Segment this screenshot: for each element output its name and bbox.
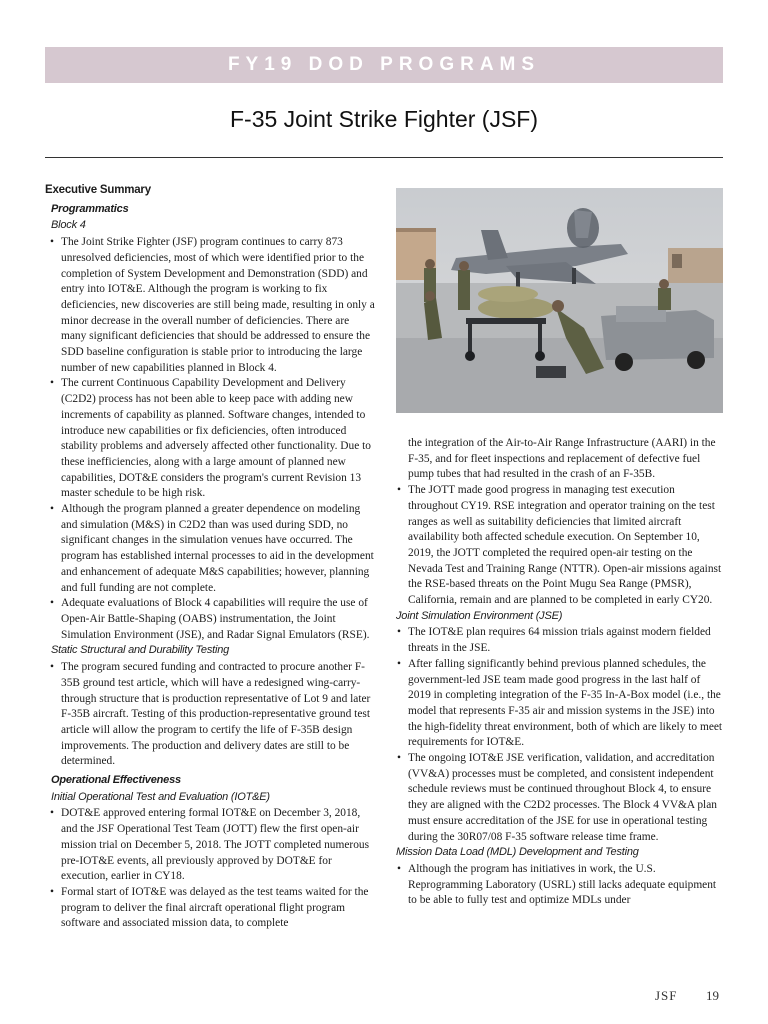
- list-item: • DOT&E approved entering formal IOT&E on December 3, 2018, and the JSF Operational Test Team (JOTT) flew the first open-air mission trial on December 5, 2018. The JOTT completed numerous pre-IOT&E events, all previously approved by DOT&E for execution, earlier in CY18.: [45, 806, 377, 885]
- list-item: • Although the program has initiatives in work, the U.S. Reprogramming Laboratory (USRL) still lacks adequate equipment to be able to fully test and optimize MDLs under: [396, 862, 723, 909]
- programmatics-heading: Programmatics: [51, 202, 129, 215]
- footer-page-number: 19: [706, 988, 719, 1003]
- block4-list: [45, 235, 377, 643]
- iote-list-continued: [396, 483, 723, 609]
- page-banner: FY19 DOD PROGRAMS: [45, 47, 723, 83]
- iote-list: [45, 806, 377, 932]
- static-testing-heading: Static Structural and Durability Testing: [51, 644, 230, 657]
- list-item: • Although the program planned a greater dependence on modeling and simulation (M&S) in C2D2 than was used during SDD, no significant changes in the simulation venues have occurred. The program has established internal processes to aid in the development and enhancement of adequate M&S capabilities; however, planning and full funding are not complete.: [45, 502, 377, 596]
- left-column: [45, 183, 377, 932]
- list-item: • The IOT&E plan requires 64 mission trials against modern fielded threats in the JSE.: [396, 625, 723, 656]
- list-item: • The Joint Strike Fighter (JSF) program continues to carry 873 unresolved deficiencies, most of which were identified prior to the completion of System Development and Demonstration (SDD) and entry into IOT&E. Although the program is working to fix deficiencies, new discoveries are still being made, resulting in only a minor decrease in the overall number of deficiencies. There are many significant deficiencies that should be addressed to ensure the SDD baseline configuration is stable prior to introducing the large number of new capabilities planned in Block 4.: [45, 235, 377, 376]
- block4-heading: Block 4: [51, 219, 86, 232]
- static-testing-list: [45, 660, 377, 770]
- operational-effectiveness-heading: Operational Effectiveness: [51, 774, 181, 787]
- iote-continuation: the integration of the Air-to-Air Range Infrastructure (AARI) in the F-35, and for fleet inspections and replacement of defective fuel pump tubes that had resulted in the crash of an F-35B.: [408, 437, 716, 481]
- list-item: • The ongoing IOT&E JSE verification, validation, and accreditation (VV&A) processes must be completed, and consistent independent schedule reviews must be continued throughout Block 4, to ensure they are aligned with the C2D2 processes. The Block 4 VV&A plan must ensure accreditation of the JSE for use in operational testing during the 30R07/08 F-35 software release time frame.: [396, 751, 723, 845]
- page-title: F-35 Joint Strike Fighter (JSF): [229, 106, 539, 132]
- list-item: • The JOTT made good progress in managing test execution throughout CY19. RSE integration and operator training on the test ranges as well as suitability deficiencies that limited aircraft availability both affected schedule execution. On September 10, 2019, the JOTT completed the required open-air testing on the Nevada Test and Training Range (NTTR). Open-air missions against the RSE-based threats on the Point Mugu Sea Range (PMSR), California, remain and are planned to be completed in early CY20.: [396, 483, 723, 609]
- list-item: • The current Continuous Capability Development and Delivery (C2D2) process has not been able to keep pace with adding new increments of capability as planned. Software changes, intended to introduce new capabilities or fix deficiencies, often introduced stability problems and adversely affected other functionality. Due to these inefficiencies, along with a large amount of planned new capabilities, DOT&E considers the program's current Revision 13 master schedule to be high risk.: [45, 376, 377, 502]
- jse-list: [396, 625, 723, 845]
- executive-summary-heading: Executive Summary: [45, 184, 151, 196]
- f35-ground-crew-photo: [396, 188, 723, 413]
- mdl-list: [396, 862, 723, 909]
- jse-heading: Joint Simulation Environment (JSE): [396, 609, 563, 622]
- title-divider: [45, 157, 723, 158]
- right-column: [396, 436, 723, 909]
- iote-heading: Initial Operational Test and Evaluation (IOT&E): [51, 790, 270, 803]
- list-item: • Formal start of IOT&E was delayed as the test teams waited for the program to deliver the final aircraft operational flight program software and associated mission data, to complete: [45, 885, 377, 932]
- mdl-heading: Mission Data Load (MDL) Development and Testing: [396, 846, 639, 859]
- list-item: • The program secured funding and contracted to procure another F-35B ground test article, which will have a redesigned wing-carry-through structure that is production representative of Lot 9 and later F-35B aircraft. Testing of this production-representative ground test article will allow the program to certify the life of F-35B design improvements. The production and delivery dates are still to be determined.: [45, 660, 377, 770]
- footer-program-label: JSF: [655, 988, 678, 1003]
- list-item: • Adequate evaluations of Block 4 capabilities will require the use of Open-Air Battle-Shaping (OABS) instrumentation, the Joint Simulation Environment (JSE), and Radar Signal Emulators (RSE).: [45, 596, 377, 643]
- list-item: • After falling significantly behind previous planned schedules, the government-led JSE team made good progress in the last half of 2019 in completing integration of the F-35 In-A-Box model (i.e., the model that represents F-35 air and mission systems in the JSE) into the high-fidelity threat environment, both of which are likely to meet requirements for IOT&E.: [396, 657, 723, 751]
